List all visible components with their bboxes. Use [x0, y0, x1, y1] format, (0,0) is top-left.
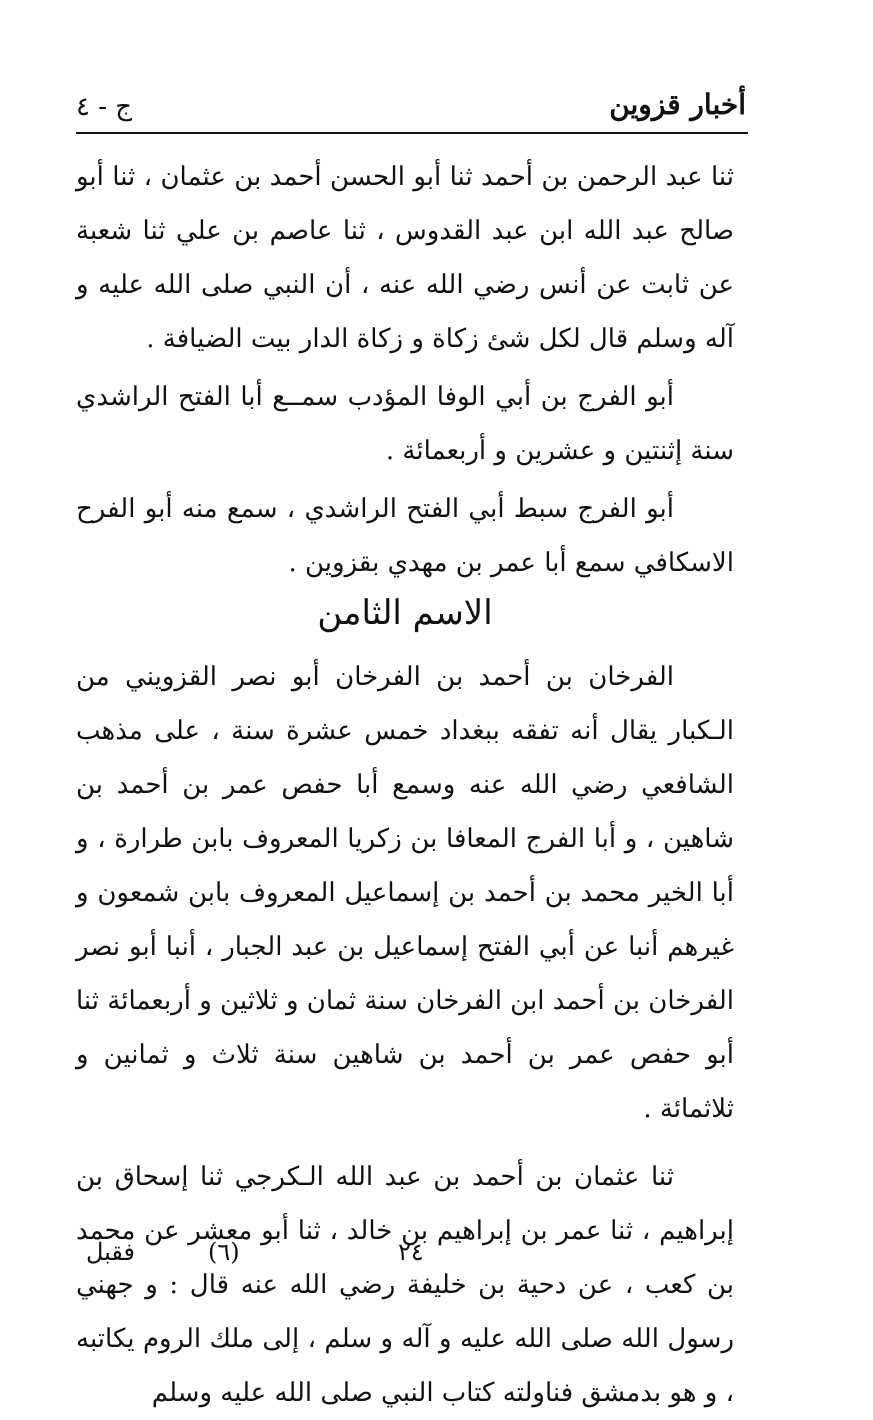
signature-mark: (٦): [208, 1238, 240, 1266]
running-title: أخبار قزوين: [609, 88, 746, 121]
paragraph-entry-abu-alfaraj-2: أبو الفرج سبط أبي الفتح الراشدي ، سمع منه أبو الفرح الاسكافي سمع أبا عمر بن مهدي بقزوين .: [76, 494, 734, 578]
text-block-top: [76, 150, 734, 590]
volume-label: ج - ٤: [76, 92, 133, 122]
page-footer: [76, 1238, 726, 1278]
catchword: فقبل: [86, 1238, 136, 1266]
running-header: [76, 82, 746, 126]
page-number: ٢٤: [398, 1238, 424, 1266]
paragraph-entry-abu-alfaraj-1: أبو الفرج بن أبي الوفا المؤدب سمــع أبا الفتح الراشدي سنة إثنتين و عشرين و أربعمائة .: [76, 382, 734, 466]
paragraph-biography: الفرخان بن أحمد بن الفرخان أبو نصر القزويني من الـكبار يقال أنه تفقه ببغداد خمس عشرة سنة ، على مذهب الشافعي رضي الله عنه وسمع أبا حفص عمر بن أحمد بن شاهين ، و أبا الفرج المعافا بن زكريا المعروف بابن طرارة ، و أبا الخير محمد بن أحمد بن إسماعيل المعروف بابن شمعون و غيرهم أنبا عن أبي الفتح إسماعيل بن عبد الجبار ، أنبا أبو نصر الفرخان بن أحمد ابن الفرخان سنة ثمان و ثلاثين و أربعمائة ثنا أبو حفص عمر بن أحمد بن شاهين سنة ثلاث و ثمانين و ثلاثمائة .: [76, 662, 734, 1124]
header-rule: [76, 132, 748, 134]
section-heading: الاسم الثامن: [317, 593, 493, 633]
paragraph-hadith-1: ثنا عبد الرحمن بن أحمد ثنا أبو الحسن أحمد بن عثمان ، ثنا أبو صالح عبد الله ابن عبد القدوس ، ثنا عاصم بن علي ثنا شعبة عن ثابت عن أنس رضي الله عنه ، أن النبي صلى الله عليه و آله وسلم قال لكل شئ زكاة و زكاة الدار بيت الضيافة .: [76, 162, 734, 354]
paragraph-hadith-2: ثنا عثمان بن أحمد بن عبد الله الـكرجي ثنا إسحاق بن إبراهيم ، ثنا عمر بن إبراهيم بن خالد ، ثنا أبو معشر عن محمد بن كعب ، عن دحية بن خليفة رضي الله عنه قال : و جهني رسول الله صلى الله عليه و آله و سلم ، إلى ملك الروم يكاتبه ، و هو بدمشق فناولته كتاب النبي صلى الله عليه وسلم: [76, 1162, 734, 1408]
text-block-bottom: [76, 650, 734, 1420]
